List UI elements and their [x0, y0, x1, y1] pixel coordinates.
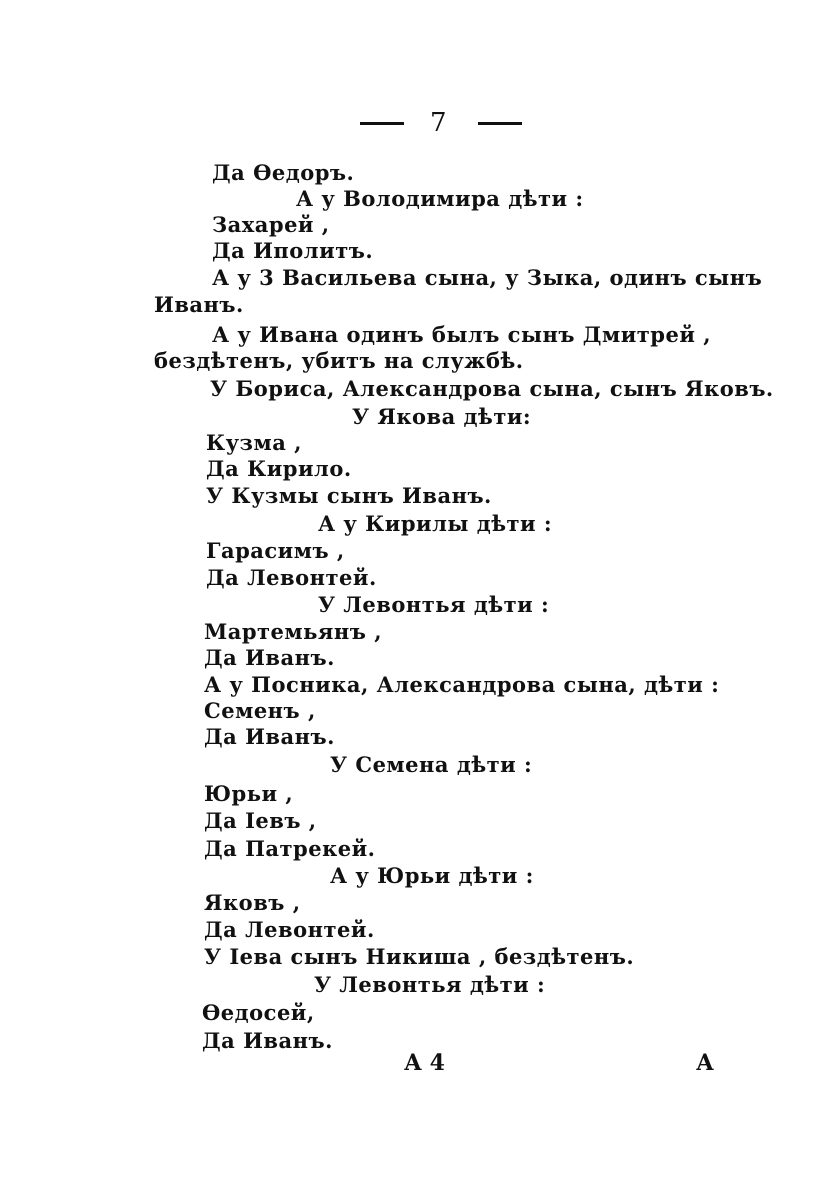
- text-line: У Бориса, Александрова сына, сынъ Яковъ.: [210, 376, 774, 401]
- section-heading: У Левонтья дѣти :: [318, 592, 550, 617]
- page-header: [0, 108, 840, 138]
- text-line: А у 3 Васильева сына, у Зыка, одинъ сынъ: [212, 265, 763, 290]
- text-line: Гарасимъ ,: [206, 538, 345, 563]
- text-line: Да Патрекей.: [204, 836, 376, 861]
- text-line: Да Иванъ.: [204, 724, 335, 749]
- text-line: Да Кирило.: [206, 456, 352, 481]
- section-heading: У Семена дѣти :: [330, 752, 533, 777]
- section-heading: А у Кирилы дѣти :: [318, 511, 553, 536]
- text-line: У Кузмы сынъ Иванъ.: [206, 483, 492, 508]
- text-line: А у Ивана одинъ былъ сынъ Дмитрей ,: [212, 322, 712, 347]
- text-line: Да Өедоръ.: [212, 160, 355, 185]
- text-line: Мартемьянъ ,: [204, 619, 383, 644]
- text-line: А у Посника, Александрова сына, дѣти :: [204, 672, 720, 697]
- header-rule-left: [360, 122, 404, 125]
- signature-mark: А 4: [404, 1050, 445, 1076]
- text-line: Яковъ ,: [204, 890, 301, 915]
- section-heading: А у Володимира дѣти :: [296, 186, 584, 211]
- page-number: 7: [430, 108, 447, 138]
- text-line: Да Иванъ.: [204, 645, 335, 670]
- text-line: Да Іевъ ,: [204, 808, 317, 833]
- text-line: Да Иванъ.: [202, 1028, 333, 1053]
- section-heading: У Левонтья дѣти :: [314, 972, 546, 997]
- text-line: Кузма ,: [206, 430, 302, 455]
- catchword: А: [696, 1050, 714, 1076]
- text-line: У Іева сынъ Никиша , бездѣтенъ.: [204, 944, 635, 969]
- header-rule-right: [478, 122, 522, 125]
- text-line: Семенъ ,: [204, 698, 316, 723]
- text-line: Захарей ,: [212, 212, 330, 237]
- text-line: Да Левонтей.: [204, 917, 375, 942]
- section-heading: У Якова дѣти:: [352, 404, 532, 429]
- text-line: Юрьи ,: [204, 781, 294, 806]
- text-line: Иванъ.: [154, 292, 244, 317]
- text-line: Өедосей,: [202, 1000, 315, 1025]
- text-line: бездѣтенъ, убитъ на службѣ.: [154, 348, 524, 373]
- text-line: Да Иполитъ.: [212, 238, 374, 263]
- text-line: Да Левонтей.: [206, 565, 377, 590]
- section-heading: А у Юрьи дѣти :: [330, 863, 534, 888]
